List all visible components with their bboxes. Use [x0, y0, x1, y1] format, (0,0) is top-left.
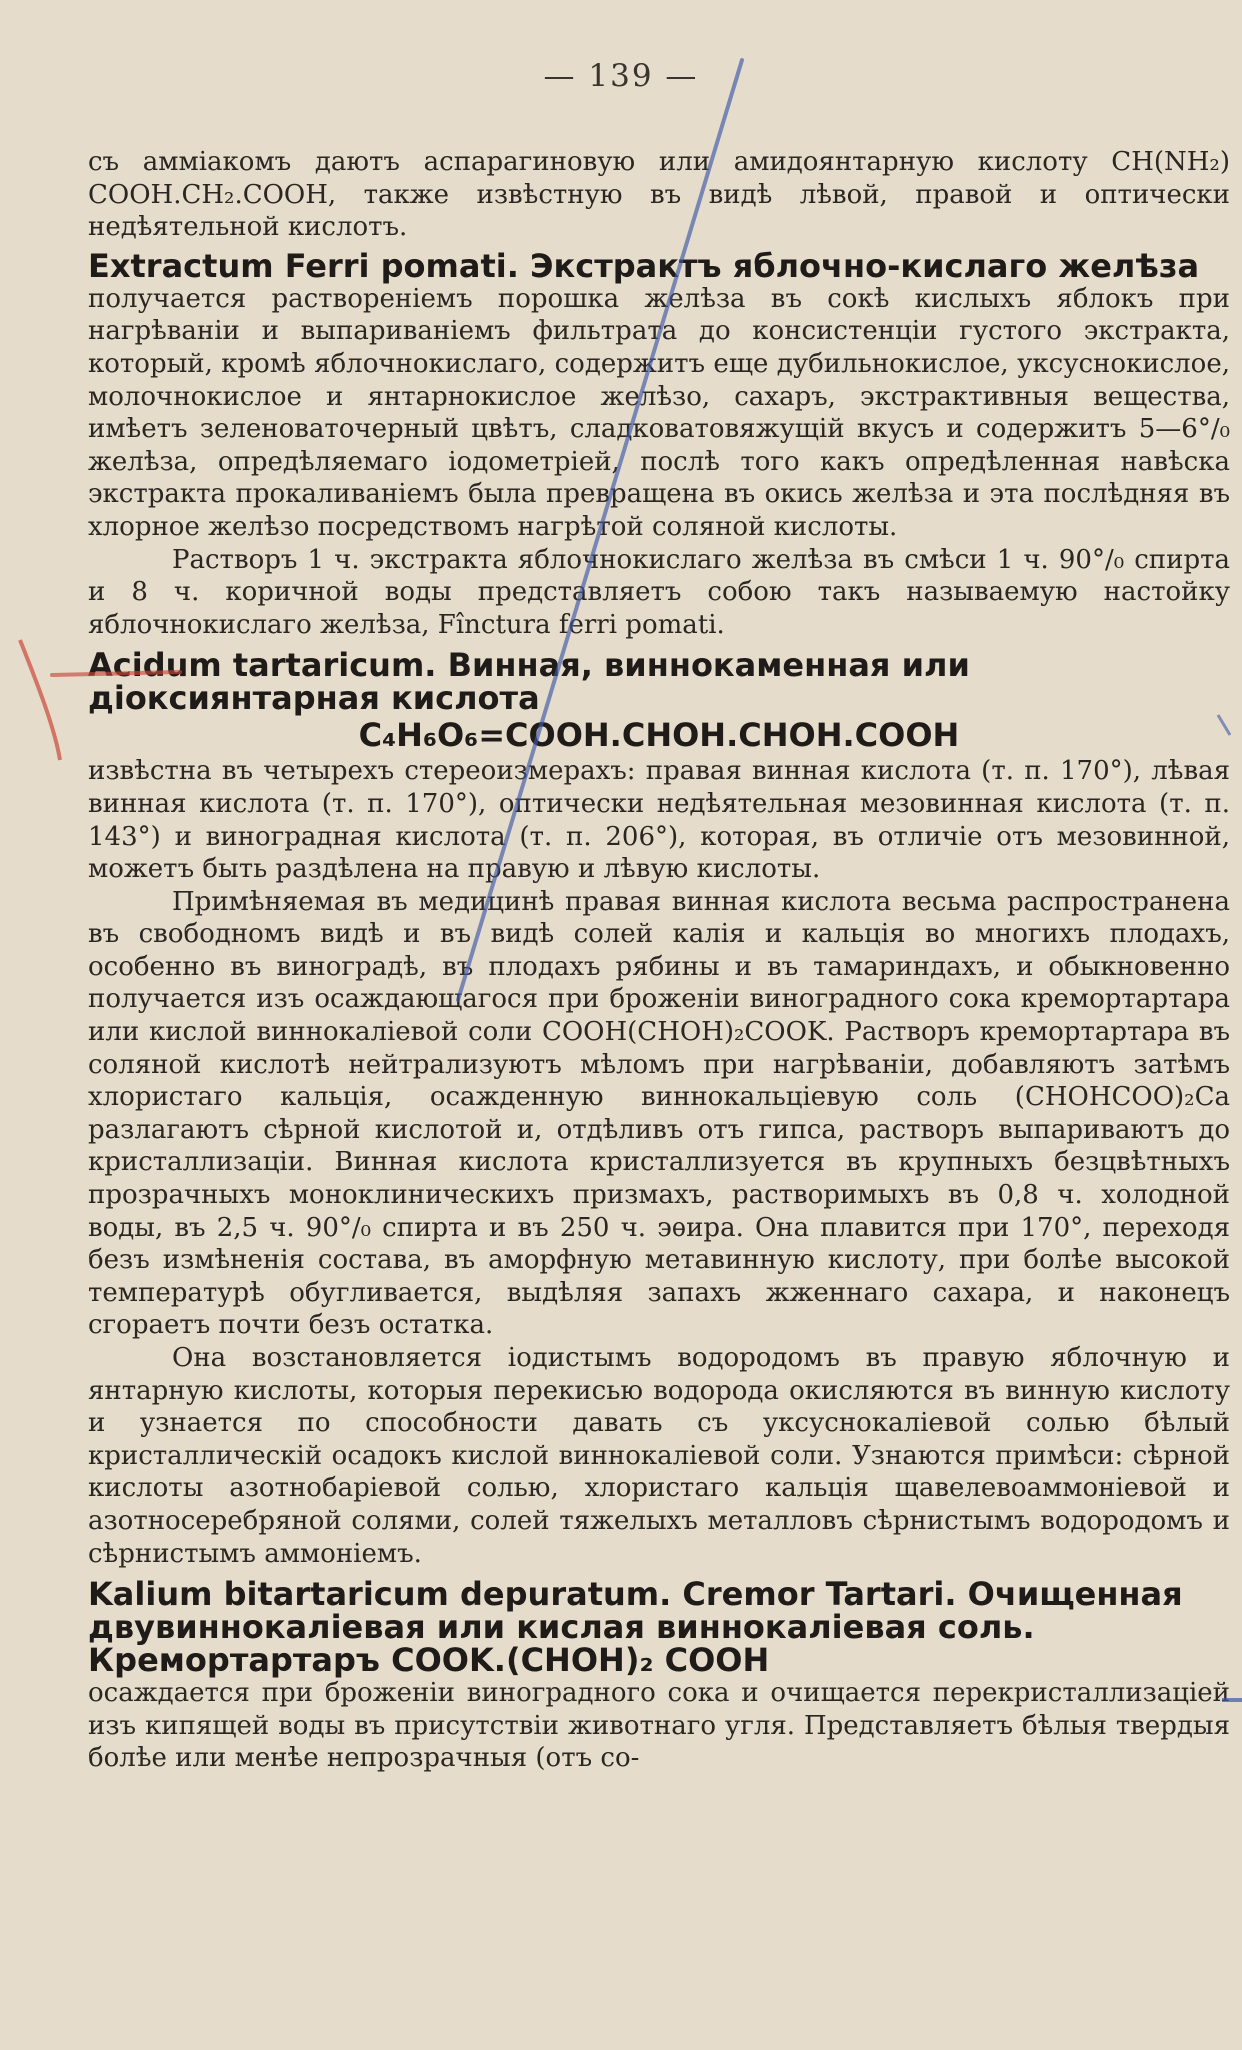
red-margin-stroke — [20, 640, 60, 760]
paragraph-tartaric-preparation: Примѣняемая въ медицинѣ правая винная кислота весьма распространена въ свободномъ видѣ и въ видѣ солей калія и кальція во многихъ плодахъ, особенно въ виноградѣ, въ плодахъ рябины и въ тамариндахъ, и обыкновенно получается изъ осаждающагося при броженіи виноградного сока кремортартара или кислой виннокаліевой соли COOH(CHOH)₂COOK. Растворъ кремортартара въ соляной кислотѣ нейтрализуютъ мѣломъ при нагрѣваніи, добавляютъ затѣмъ хлористаго кальція, осажденную виннокальціевую соль (CHOHCOO)₂Ca разлагаютъ сѣрной кислотой и, отдѣливъ отъ гипса, растворъ выпариваютъ до кристаллизаціи. Винная кислота кристаллизуется въ крупныхъ безцвѣтныхъ прозрачныхъ моноклиническихъ призмахъ, растворимыхъ въ 0,8 ч. холодной воды, въ 2,5 ч. 90°/₀ спирта и въ 250 ч. эѳира. Она плавится при 170°, переходя безъ измѣненія состава, въ аморфную метавинную кислоту, при болѣе высокой температурѣ обугливается, выдѣляя запахъ жженнаго сахара, и наконецъ сгораетъ почти безъ остатка. — [88, 886, 1230, 1341]
heading-acidum-tartaricum: Acidum tartaricum. Винная, виннокаменная или діоксиянтарная кислота — [88, 646, 970, 718]
formula-tartaric-acid: C₄H₆O₆=COOH.CHOH.CHOH.COOH — [358, 716, 960, 755]
paragraph-asparagine: съ амміакомъ даютъ аспарагиновую или амидоянтарную кислоту CH(NH₂) COOH.CH₂.COOH, также извѣстную въ видѣ лѣвой, правой и оптически недѣятельной кислотъ. — [88, 147, 1230, 243]
heading-extractum-ferri: Extractum Ferri pomati. Экстрактъ яблочно-кислаго желѣза — [88, 246, 1200, 285]
page-number: — 139 — — [543, 58, 699, 94]
paragraph-tinctura: Растворъ 1 ч. экстракта яблочнокислаго желѣза въ смѣси 1 ч. 90°/₀ спирта и 8 ч. коричной воды представляетъ собою такъ называемую настойку яблочнокислаго желѣза, Fînctura ferri pomati. — [88, 544, 1230, 640]
blue-margin-tick — [1218, 715, 1230, 735]
red-underline-stroke — [52, 672, 180, 675]
paragraph-tartaric-tests: Она возстановляется іодистымъ водородомъ въ правую яблочную и янтарную кислоты, которыя перекисью водорода окисляются въ винную кислоту и узнается по способности давать съ уксуснокаліевой солью бѣлый кристаллическій осадокъ кислой виннокаліевой соли. Узнаются примѣси: сѣрной кислоты азотнобаріевой солью, хлористаго кальція щавелевоаммоніевой и азотносеребряной солями, солей тяжелыхъ металловъ сѣрнистымъ водородомъ и сѣрнистымъ аммоніемъ. — [88, 1343, 1230, 1569]
paragraph-stereoisomers: извѣстна въ четырехъ стереоизмерахъ: правая винная кислота (т. п. 170°), лѣвая винная кислота (т. п. 170°), оптически недѣятельная мезовинная кислота (т. п. 143°) и виноградная кислота (т. п. 206°), которая, въ отличіе отъ мезовинной, можетъ быть раздѣлена на правую и лѣвую кислоты. — [88, 756, 1230, 885]
paragraph-extractum-ferri: получается растворенiемъ порошка желѣза въ сокѣ кислыхъ яблокъ при нагрѣваніи и выпариваніемъ фильтрата до консистенціи густого экстракта, который, кромѣ яблочнокислаго, содержитъ еще дубильнокислое, уксуснокислое, молочнокислое и янтарнокислое желѣзо, сахаръ, экстрактивныя вещества, имѣетъ зеленоваточерный цвѣтъ, сладковатовяжущій вкусъ и содержитъ 5—6°/₀ желѣза, опредѣляемаго іодометріей, послѣ того какъ опредѣленная навѣска экстракта прокаливаніемъ была превращена въ окись желѣза и эта послѣдняя въ хлорное желѣзо посредствомъ нагрѣтой соляной кислоты. — [88, 283, 1230, 542]
paragraph-cremor-tartari: осаждается при броженіи виноградного сока и очищается перекристаллизаціей изъ кипящей воды въ присутствіи животнаго угля. Представляетъ бѣлыя твердыя болѣе или менѣе непрозрачныя (отъ со- — [88, 1678, 1230, 1774]
blue-diagonal-stroke — [458, 60, 742, 1000]
heading-kalium-bitartaricum: Kalium bitartaricum depuratum. Cremor Tartari. Очищенная двувиннокаліевая или кислая виннокаліевая соль. Кремортартаръ COOK.(CHOH)₂ COOH — [88, 1575, 1183, 1680]
